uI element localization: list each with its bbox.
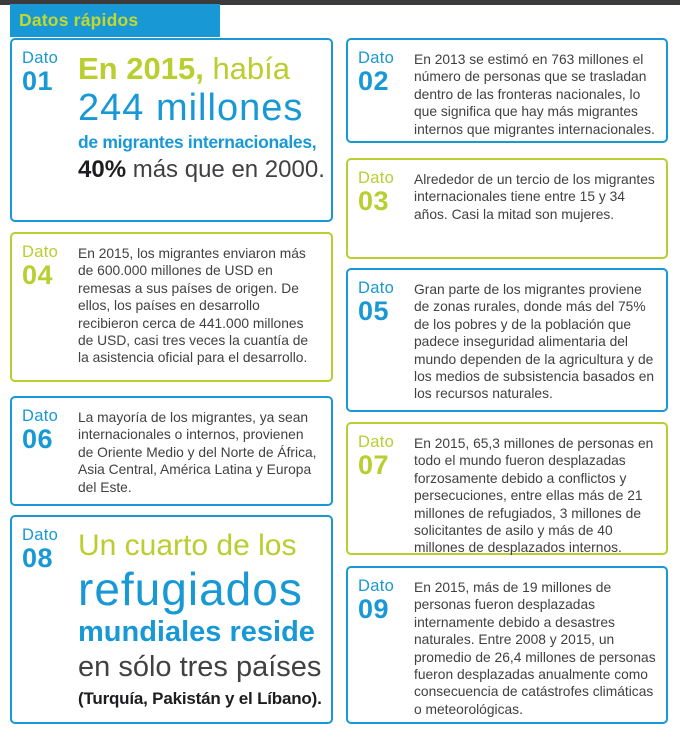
fact-01-line4 <box>78 156 325 184</box>
fact-03-badge <box>358 170 406 247</box>
fact-04-badge <box>22 244 70 370</box>
fact-08-line3: mundiales reside <box>78 616 315 649</box>
fact-01-line4-rest: más que en 2000. <box>132 156 325 184</box>
fact-01-number: 01 <box>22 65 54 96</box>
fact-09-text: En 2015, más de 19 millones de personas fueron desplazadas internamente debido a desastres naturales. Entre 2008 y 2015, un promedio de 26,4 millones de personas fueron desplazadas anualmente como consecuencia de catástrofes climáticas o meteorológicas. <box>414 580 656 717</box>
page-header <box>10 4 220 37</box>
fact-03-label: Dato <box>358 169 395 187</box>
fact-04-number: 04 <box>22 259 54 290</box>
fact-08-line2: refugiados <box>78 562 303 615</box>
fact-02-badge <box>358 50 406 131</box>
fact-card-06 <box>10 396 333 506</box>
fact-08-text <box>78 527 322 712</box>
fact-09-badge <box>358 578 406 712</box>
fact-01-badge <box>22 50 70 210</box>
fact-08-number: 08 <box>22 542 54 573</box>
fact-05-badge <box>358 280 406 400</box>
fact-02-number: 02 <box>358 65 390 96</box>
fact-06-label: Dato <box>22 407 59 425</box>
fact-04-text: En 2015, los migrantes enviaron más de 600.000 millones de USD en remesas a sus países de origen. De ellos, los países en desarrollo recibieron cerca de 441.000 millones de USD, casi tres veces la cuantía de la asistencia oficial para el desarrollo. <box>78 246 309 366</box>
fact-08-line1: Un cuarto de los <box>78 529 297 562</box>
fact-03-text: Alrededor de un tercio de los migrantes internacionales tiene entre 15 y 34 años. Casi la mitad son mujeres. <box>414 172 655 222</box>
fact-card-08 <box>10 515 333 724</box>
fact-09-number: 09 <box>358 593 390 624</box>
fact-card-05 <box>346 268 668 412</box>
fact-card-02 <box>346 38 668 143</box>
fact-03-number: 03 <box>358 185 390 216</box>
fact-01-line3: de migrantes internacionales, <box>78 132 317 153</box>
fact-card-09 <box>346 566 668 724</box>
fact-07-badge <box>358 434 406 543</box>
fact-01-line4-strong: 40% <box>78 156 127 184</box>
fact-09-label: Dato <box>358 577 395 595</box>
fact-06-number: 06 <box>22 423 54 454</box>
fact-02-label: Dato <box>358 49 395 67</box>
fact-08-line4: en sólo tres países <box>78 650 322 683</box>
fact-01-line1-strong: En 2015, <box>78 51 204 86</box>
fact-01-text <box>78 50 325 210</box>
fact-07-number: 07 <box>358 449 390 480</box>
fact-card-03 <box>346 158 668 259</box>
fact-07-text: En 2015, 65,3 millones de personas en todo el mundo fueron desplazadas forzosamente debido a conflictos y persecuciones, entre ellas más de 21 millones de refugiados, 3 millones de solicitantes de asilo y más de 40 millones de desplazados internos. <box>414 436 654 556</box>
fact-02-text: En 2013 se estimó en 763 millones el número de personas que se trasladan dentro de las fronteras nacionales, lo que significa que hay más migrantes internos que migrantes internacionales. <box>414 52 655 137</box>
fact-08-line5: (Turquía, Pakistán y el Líbano). <box>78 688 322 708</box>
fact-08-label: Dato <box>22 526 59 544</box>
fact-01-label: Dato <box>22 49 59 67</box>
fact-01-line1 <box>78 52 325 87</box>
fact-06-badge <box>22 408 70 494</box>
fact-card-01 <box>10 38 333 222</box>
fact-01-line2: 244 millones <box>78 86 304 129</box>
fact-01-line1-light: había <box>212 51 291 86</box>
fact-04-label: Dato <box>22 243 59 261</box>
fact-05-number: 05 <box>358 295 390 326</box>
fact-card-04 <box>10 232 333 382</box>
fact-05-label: Dato <box>358 279 395 297</box>
fact-06-text: La mayoría de los migrantes, ya sean internacionales o internos, provienen de Oriente Medio y del Norte de África, Asia Central, América Latina y Europa del Este. <box>78 410 317 495</box>
fact-05-text: Gran parte de los migrantes proviene de zonas rurales, donde más del 75% de los pobres y de la población que padece inseguridad alimentaria del mundo dependen de la agricultura y de los medios de subsistencia basados en los recursos naturales. <box>414 282 655 402</box>
fact-card-07 <box>346 422 668 555</box>
page-title: Datos rápidos <box>19 10 139 30</box>
fact-08-badge <box>22 527 70 712</box>
fact-07-label: Dato <box>358 433 395 451</box>
